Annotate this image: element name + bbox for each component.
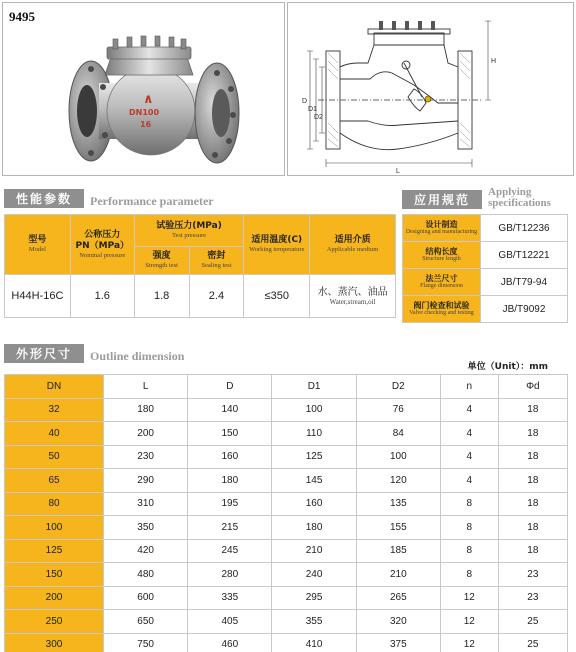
- standards-title-cn: 应用规范: [402, 190, 482, 209]
- dimension-table: [4, 374, 568, 652]
- dimension-cell: 100: [272, 398, 356, 422]
- dimension-row: [5, 422, 568, 446]
- performance-section-header: [4, 189, 214, 208]
- dimension-cell: 290: [104, 469, 188, 493]
- dimension-dn-cell: 150: [5, 563, 104, 587]
- dimension-cell: 480: [104, 563, 188, 587]
- svg-text:DN100: DN100: [129, 108, 160, 117]
- dimension-column-header: DN: [5, 375, 104, 399]
- dimension-dn-cell: 50: [5, 445, 104, 469]
- dimension-cell: 8: [440, 492, 498, 516]
- dimension-cell: 84: [356, 422, 440, 446]
- standard-value: GB/T12236: [481, 215, 568, 242]
- svg-text:D2: D2: [314, 114, 323, 121]
- perf-strength: 1.8: [134, 275, 189, 318]
- dimension-row: [5, 469, 568, 493]
- dimension-cell: 310: [104, 492, 188, 516]
- dimension-row: [5, 539, 568, 563]
- perf-model: H44H-16C: [5, 275, 71, 318]
- dimension-cell: 18: [498, 539, 567, 563]
- dimension-column-header: Φd: [498, 375, 567, 399]
- dimension-cell: 210: [272, 539, 356, 563]
- dimension-cell: 160: [188, 445, 272, 469]
- dimension-row: [5, 445, 568, 469]
- dimension-cell: 245: [188, 539, 272, 563]
- dimension-cell: 215: [188, 516, 272, 540]
- dimension-cell: 195: [188, 492, 272, 516]
- technical-drawing-panel: [287, 2, 574, 176]
- dimension-cell: 18: [498, 398, 567, 422]
- dimension-column-header: D1: [272, 375, 356, 399]
- standard-label: 法兰尺寸 Flange dimension: [403, 269, 481, 296]
- dimension-cell: 8: [440, 563, 498, 587]
- dimension-dn-cell: 40: [5, 422, 104, 446]
- dimension-cell: 125: [272, 445, 356, 469]
- drawing-dimension-labels: [302, 58, 496, 175]
- standard-value: JB/T79-94: [481, 269, 568, 296]
- dimension-cell: 12: [440, 610, 498, 634]
- perf-header-temp: 适用温度(C) Working temperature: [244, 215, 310, 275]
- svg-text:D: D: [302, 98, 308, 105]
- dimension-cell: 4: [440, 445, 498, 469]
- standard-row: [403, 215, 568, 242]
- dimension-dn-cell: 200: [5, 586, 104, 610]
- dimension-column-header: D: [188, 375, 272, 399]
- dimension-cell: 180: [272, 516, 356, 540]
- standard-row: [403, 296, 568, 323]
- dimension-row: [5, 563, 568, 587]
- perf-header-medium: 适用介质 Applicable medium: [310, 215, 396, 275]
- perf-pn: 1.6: [70, 275, 134, 318]
- dimension-cell: 265: [356, 586, 440, 610]
- dimension-cell: 150: [188, 422, 272, 446]
- standard-label: 结构长度 Structure length: [403, 242, 481, 269]
- dimension-cell: 135: [356, 492, 440, 516]
- performance-title-en: Performance parameter: [90, 194, 214, 208]
- svg-text:H: H: [491, 58, 497, 65]
- perf-header-sealing: 密封 Sealing test: [189, 247, 244, 275]
- dimension-row: [5, 492, 568, 516]
- performance-table: [4, 214, 396, 318]
- performance-title-cn: 性能参数: [4, 189, 84, 208]
- perf-header-pn: 公称压力 PN（MPa） Nominal pressure: [70, 215, 134, 275]
- dimension-cell: 100: [356, 445, 440, 469]
- dimension-cell: 155: [356, 516, 440, 540]
- perf-header-strength: 强度 Strength test: [134, 247, 189, 275]
- dimension-cell: 180: [104, 398, 188, 422]
- dimension-cell: 18: [498, 445, 567, 469]
- dimension-cell: 410: [272, 633, 356, 652]
- dimension-cell: 18: [498, 516, 567, 540]
- dimension-row: [5, 398, 568, 422]
- dimension-cell: 350: [104, 516, 188, 540]
- dimension-row: [5, 633, 568, 652]
- outline-title-en: Outline dimension: [90, 349, 185, 363]
- dimension-cell: 145: [272, 469, 356, 493]
- dimension-cell: 650: [104, 610, 188, 634]
- dimension-cell: 4: [440, 398, 498, 422]
- dimension-cell: 295: [272, 586, 356, 610]
- dimension-cell: 4: [440, 469, 498, 493]
- dimension-row: [5, 586, 568, 610]
- dimension-cell: 23: [498, 563, 567, 587]
- perf-temp: ≤350: [244, 275, 310, 318]
- dimension-cell: 110: [272, 422, 356, 446]
- dimension-dn-cell: 80: [5, 492, 104, 516]
- dimension-cell: 18: [498, 422, 567, 446]
- dimension-cell: 280: [188, 563, 272, 587]
- svg-text:L: L: [396, 168, 400, 175]
- valve-photo: [3, 3, 286, 177]
- dimension-column-header: D2: [356, 375, 440, 399]
- dimension-cell: 23: [498, 586, 567, 610]
- dimension-cell: 120: [356, 469, 440, 493]
- dimension-column-header: L: [104, 375, 188, 399]
- dimension-dn-cell: 250: [5, 610, 104, 634]
- model-code: 9495: [9, 9, 35, 24]
- perf-medium: 水、蒸汽、油品 Water,stream,oil: [310, 275, 396, 318]
- outline-section-header: [4, 344, 184, 363]
- standard-label: 阀门检查和试验 Valve checking and testing: [403, 296, 481, 323]
- svg-text:∧: ∧: [143, 92, 154, 107]
- perf-sealing: 2.4: [189, 275, 244, 318]
- dimension-cell: 375: [356, 633, 440, 652]
- dimension-cell: 12: [440, 633, 498, 652]
- dimension-cell: 18: [498, 492, 567, 516]
- dimension-cell: 12: [440, 586, 498, 610]
- dimension-row: [5, 516, 568, 540]
- dimension-column-header: n: [440, 375, 498, 399]
- svg-text:16: 16: [140, 120, 152, 129]
- dimension-cell: 460: [188, 633, 272, 652]
- dimension-cell: 600: [104, 586, 188, 610]
- dimension-cell: 240: [272, 563, 356, 587]
- dimension-cell: 230: [104, 445, 188, 469]
- dimension-cell: 25: [498, 633, 567, 652]
- dimension-cell: 335: [188, 586, 272, 610]
- dimension-cell: 355: [272, 610, 356, 634]
- valve-section-drawing: [288, 3, 575, 177]
- unit-note: 单位（Unit）：mm: [467, 362, 548, 372]
- standard-row: [403, 269, 568, 296]
- dimension-row: [5, 610, 568, 634]
- dimension-cell: 180: [188, 469, 272, 493]
- perf-data-row: [5, 275, 396, 318]
- standard-label: 设计制造 Designing and manufacturing: [403, 215, 481, 242]
- standard-value: JB/T9092: [481, 296, 568, 323]
- dimension-cell: 420: [104, 539, 188, 563]
- dimension-cell: 210: [356, 563, 440, 587]
- dimension-cell: 185: [356, 539, 440, 563]
- dimension-cell: 750: [104, 633, 188, 652]
- svg-text:D1: D1: [308, 106, 317, 113]
- dimension-cell: 25: [498, 610, 567, 634]
- dimension-header-row: [5, 375, 568, 399]
- perf-header-test: 试验压力(MPa) Test pressure: [134, 215, 244, 247]
- dimension-cell: 405: [188, 610, 272, 634]
- dimension-cell: 76: [356, 398, 440, 422]
- dimension-cell: 320: [356, 610, 440, 634]
- standards-title-en: Applying specifications: [488, 186, 551, 209]
- dimension-cell: 140: [188, 398, 272, 422]
- standards-table: [402, 214, 568, 323]
- dimension-cell: 4: [440, 422, 498, 446]
- dimension-cell: 8: [440, 516, 498, 540]
- dimension-dn-cell: 300: [5, 633, 104, 652]
- dimension-cell: 160: [272, 492, 356, 516]
- dimension-dn-cell: 100: [5, 516, 104, 540]
- outline-title-cn: 外形尺寸: [4, 344, 84, 363]
- dimension-dn-cell: 65: [5, 469, 104, 493]
- dimension-cell: 200: [104, 422, 188, 446]
- standard-row: [403, 242, 568, 269]
- dimension-cell: 8: [440, 539, 498, 563]
- product-photo-panel: [2, 2, 285, 176]
- standard-value: GB/T12221: [481, 242, 568, 269]
- dimension-dn-cell: 125: [5, 539, 104, 563]
- dimension-cell: 18: [498, 469, 567, 493]
- standards-section-header: [402, 187, 570, 209]
- perf-header-model: 型号 Model: [5, 215, 71, 275]
- dimension-dn-cell: 32: [5, 398, 104, 422]
